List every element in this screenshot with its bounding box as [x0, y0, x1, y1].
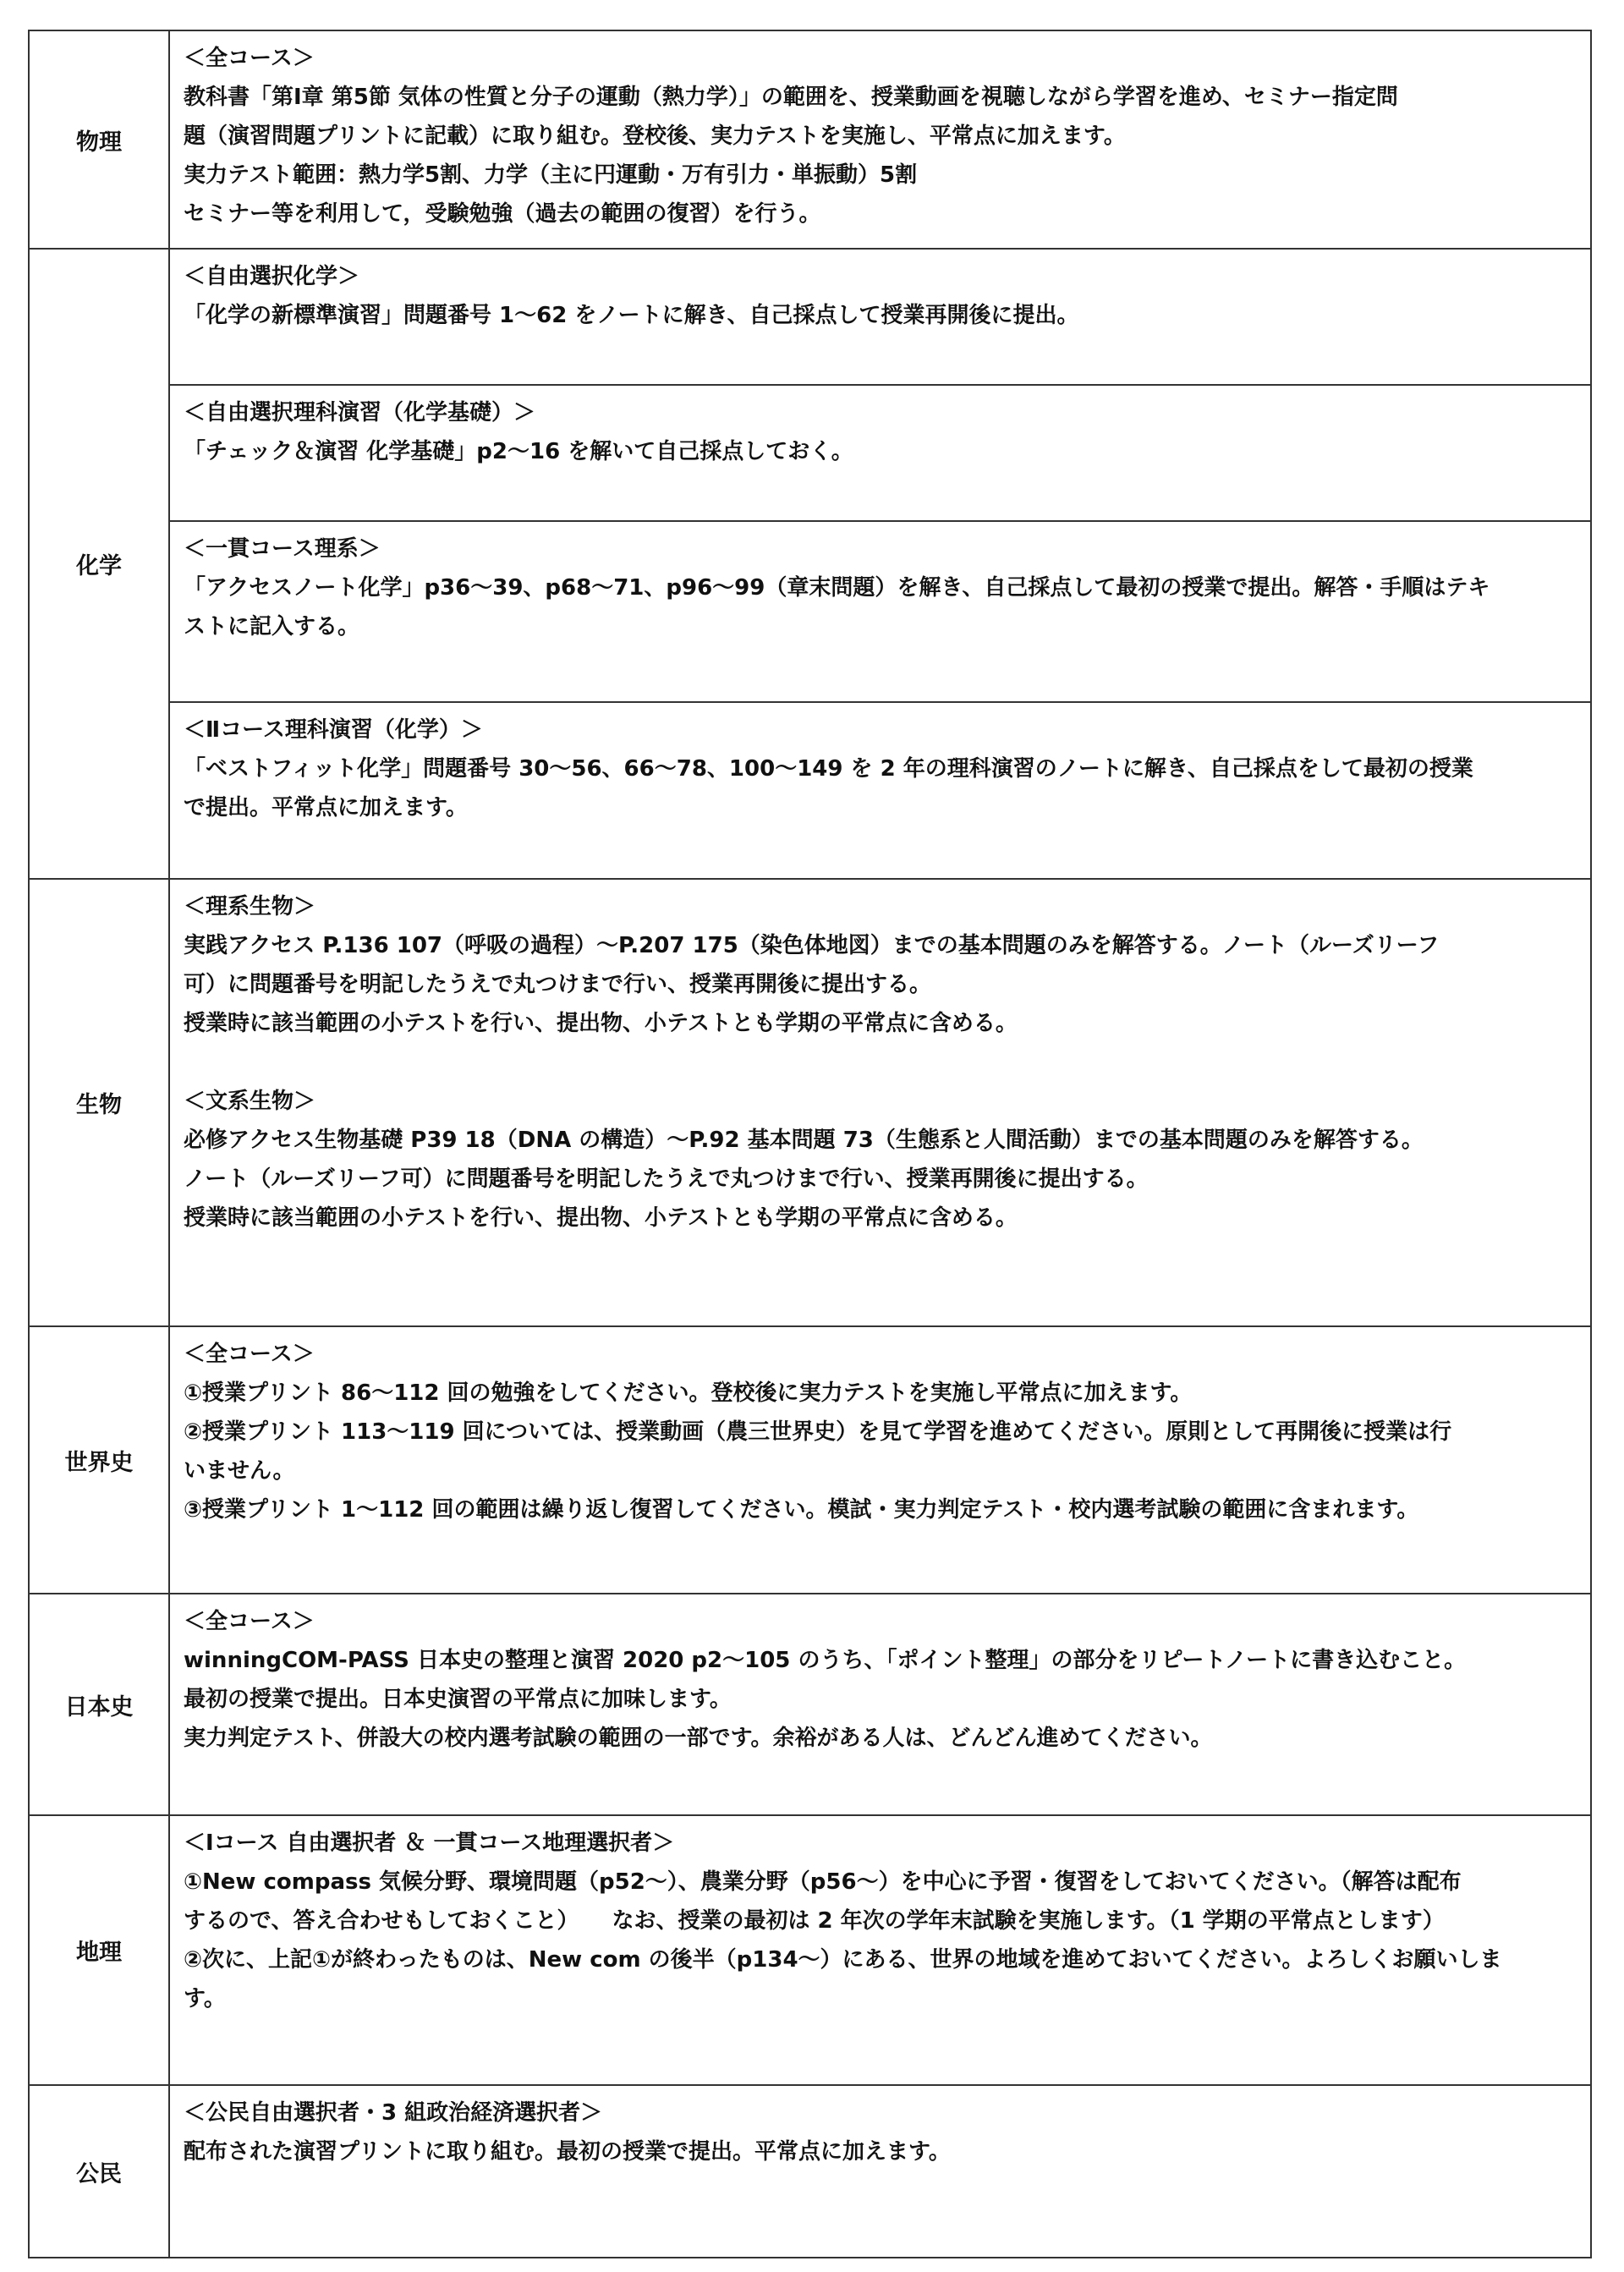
block-heading: ＜自由選択化学＞ — [184, 264, 360, 289]
content-cell — [169, 1594, 1591, 1815]
subject-label: 世界史 — [29, 1326, 169, 1594]
content-block — [170, 2086, 1590, 2257]
content-line: ①授業プリント 86～112 回の勉強をしてください。登校後に実力テストを実施し平常点に加えます。 — [184, 1380, 1193, 1406]
block-heading: ＜Ⅰコース 自由選択者 ＆ 一貫コース地理選択者＞ — [184, 1830, 675, 1856]
content-line: セミナー等を利用して，受験勉強（過去の範囲の復習）を行う。 — [184, 201, 821, 227]
content-line: 実力判定テスト、併設大の校内選考試験の範囲の一部です。余裕がある人は、どんどん進めてください。 — [184, 1726, 1213, 1751]
subject-label: 化学 — [29, 249, 169, 879]
content-block — [170, 520, 1590, 701]
subject-row-biology — [29, 879, 1591, 1326]
content-line: するので、答え合わせもしておくこと） なお、授業の最初は 2 年次の学年末試験を実施します。（1 学期の平常点とします） — [184, 1908, 1445, 1934]
block-heading: ＜全コース＞ — [184, 46, 315, 71]
content-line: 教科書「第Ⅰ章 第5節 気体の性質と分子の運動（熱力学）」の範囲を、授業動画を視聴しながら学習を進め、セミナー指定問 — [184, 85, 1398, 110]
content-block — [170, 1816, 1590, 2084]
content-cell — [169, 1815, 1591, 2085]
content-cell — [169, 30, 1591, 249]
content-line: 実践アクセス P.136 107（呼吸の過程）～P.207 175（染色体地図）までの基本問題のみを解答する。ノート（ルーズリーフ — [184, 933, 1440, 958]
content-cell — [169, 249, 1591, 879]
subject-label: 物理 — [29, 30, 169, 249]
subject-row-civics — [29, 2085, 1591, 2258]
block-heading: ＜文系生物＞ — [184, 1089, 316, 1114]
subject-label: 公民 — [29, 2085, 169, 2258]
content-line: 「チェック＆演習 化学基礎」p2～16 を解いて自己採点しておく。 — [184, 439, 853, 464]
subject-label: 日本史 — [29, 1594, 169, 1815]
content-cell — [169, 1326, 1591, 1594]
content-line: 「化学の新標準演習」問題番号 1～62 をノートに解き、自己採点して授業再開後に提出。 — [184, 303, 1079, 328]
block-heading: ＜自由選択理科演習（化学基礎）＞ — [184, 400, 536, 425]
subject-row-physics — [29, 30, 1591, 249]
block-heading: ＜Ⅱコース理科演習（化学）＞ — [184, 717, 483, 743]
content-line: 「アクセスノート化学」p36～39、p68～71、p96～99（章末問題）を解き、自己採点して最初の授業で提出。解答・手順はテキ — [184, 575, 1490, 601]
content-line: 授業時に該当範囲の小テストを行い、提出物、小テストとも学期の平常点に含める。 — [184, 1205, 1018, 1231]
content-line: いません。 — [184, 1458, 295, 1484]
content-block — [170, 384, 1590, 520]
content-line: 「ベストフィット化学」問題番号 30～56、66～78、100～149 を 2 年の理科演習のノートに解き、自己採点をして最初の授業 — [184, 756, 1473, 782]
block-heading: ＜一貫コース理系＞ — [184, 536, 381, 562]
content-line: ノート（ルーズリーフ可）に問題番号を明記したうえで丸つけまで行い、授業再開後に提出する。 — [184, 1166, 1149, 1192]
content-line: 最初の授業で提出。日本史演習の平常点に加味します。 — [184, 1687, 732, 1712]
content-block — [170, 880, 1590, 1325]
content-line: ストに記入する。 — [184, 614, 360, 639]
subject-row-world-history — [29, 1326, 1591, 1594]
content-line: 配布された演習プリントに取り組む。最初の授業で提出。平常点に加えます。 — [184, 2139, 951, 2165]
content-line: 可）に問題番号を明記したうえで丸つけまで行い、授業再開後に提出する。 — [184, 972, 932, 997]
content-line: ③授業プリント 1～112 回の範囲は繰り返し復習してください。模試・実力判定テスト・校内選考試験の範囲に含まれます。 — [184, 1497, 1419, 1523]
content-line: winningCOM-PASS 日本史の整理と演習 2020 p2～105 のうち、「ポイント整理」の部分をリピートノートに書き込むこと。 — [184, 1648, 1467, 1673]
content-cell — [169, 2085, 1591, 2258]
assignment-table — [28, 30, 1592, 2258]
content-block — [170, 31, 1590, 248]
content-line: 題（演習問題プリントに記載）に取り組む。登校後、実力テストを実施し、平常点に加えます。 — [184, 123, 1126, 149]
content-block — [170, 1594, 1590, 1814]
subject-label: 生物 — [29, 879, 169, 1326]
content-cell — [169, 879, 1591, 1326]
subject-row-chemistry — [29, 249, 1591, 879]
content-line: す。 — [184, 1986, 226, 2011]
content-block — [170, 250, 1590, 384]
content-line: ②次に、上記①が終わったものは、New com の後半（p134～）にある、世界の地域を進めておいてください。よろしくお願いしま — [184, 1947, 1502, 1973]
block-heading: ＜全コース＞ — [184, 1609, 315, 1634]
block-heading: ＜公民自由選択者・3 組政治経済選択者＞ — [184, 2100, 603, 2126]
content-line: ①New compass 気候分野、環境問題（p52～）、農業分野（p56～）を中心に予習・復習をしておいてください。（解答は配布 — [184, 1869, 1462, 1895]
subject-row-geography — [29, 1815, 1591, 2085]
subject-row-japanese-history — [29, 1594, 1591, 1815]
content-block — [170, 1327, 1590, 1593]
content-line: で提出。平常点に加えます。 — [184, 795, 468, 820]
blank-line — [184, 1043, 1578, 1082]
content-line: 実力テスト範囲：熱力学5割、力学（主に円運動・万有引力・単振動）5割 — [184, 162, 918, 188]
block-heading: ＜理系生物＞ — [184, 894, 316, 919]
content-line: 授業時に該当範囲の小テストを行い、提出物、小テストとも学期の平常点に含める。 — [184, 1011, 1018, 1036]
block-heading: ＜全コース＞ — [184, 1342, 315, 1367]
content-block — [170, 701, 1590, 878]
subject-label: 地理 — [29, 1815, 169, 2085]
content-line: 必修アクセス生物基礎 P39 18（DNA の構造）～P.92 基本問題 73（生態系と人間活動）までの基本問題のみを解答する。 — [184, 1128, 1424, 1153]
content-line: ②授業プリント 113～119 回については、授業動画（農三世界史）を見て学習を進めてください。原則として再開後に授業は行 — [184, 1419, 1452, 1445]
